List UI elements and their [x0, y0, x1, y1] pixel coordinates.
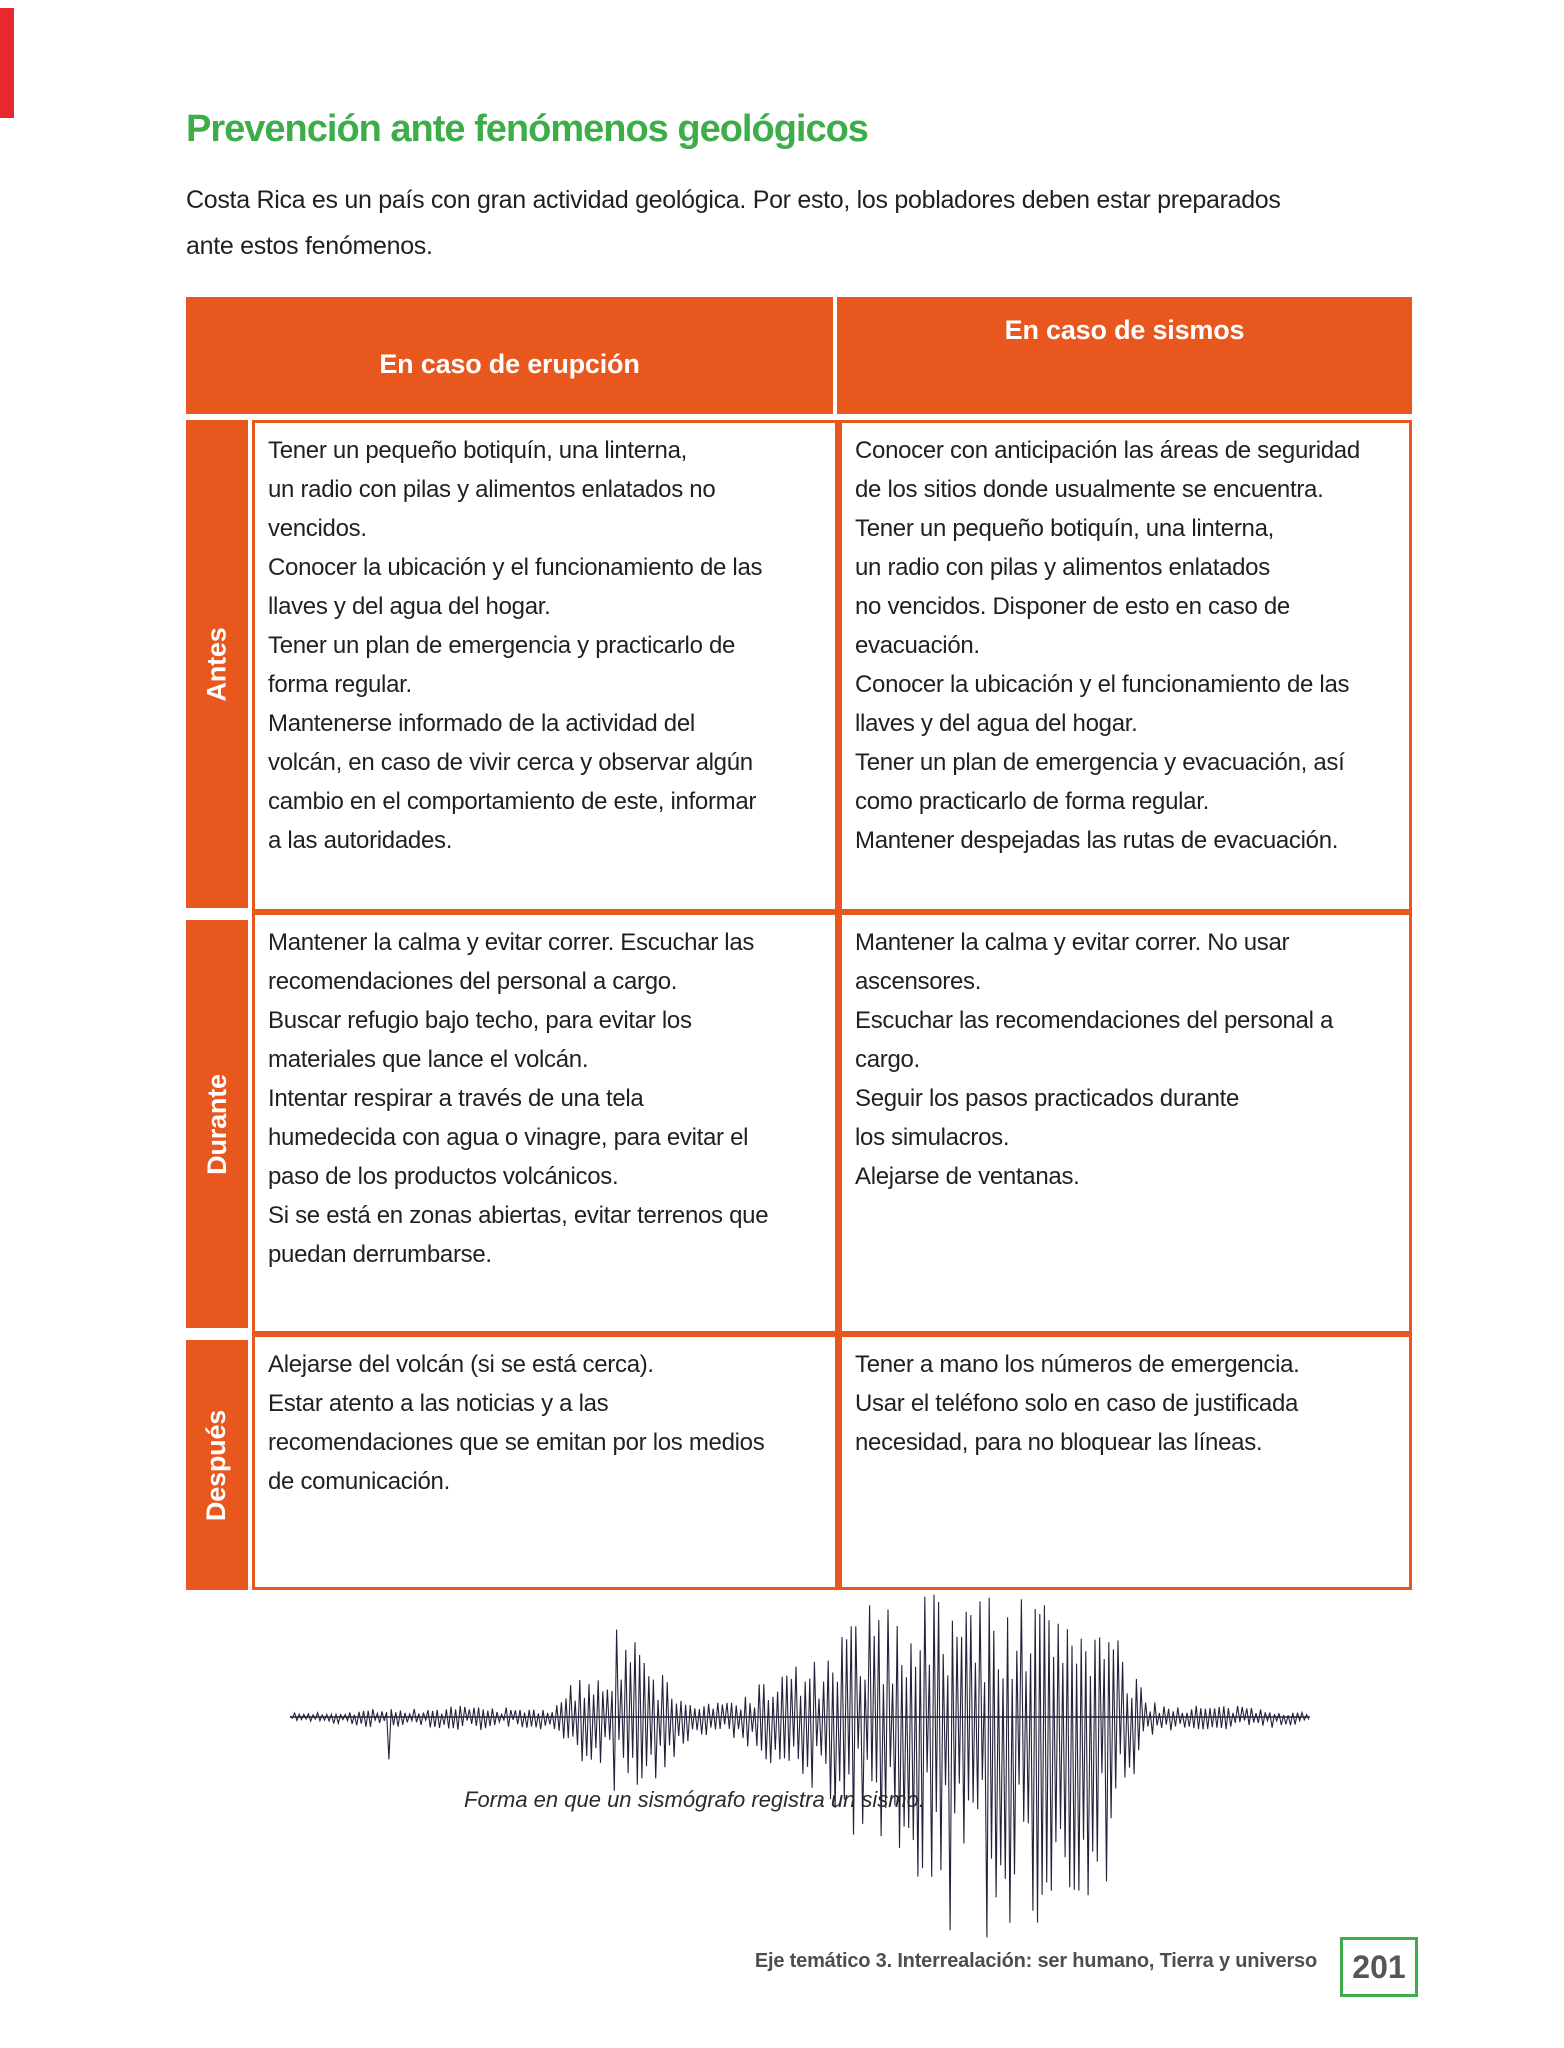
- cell-sismos-antes: [842, 423, 1409, 909]
- cell-text-line: llaves y del agua del hogar.: [855, 710, 1138, 737]
- cell-text-line: volcán, en caso de vivir cerca y observar algún: [268, 749, 753, 776]
- cell-text-line: Si se está en zonas abiertas, evitar terrenos que: [268, 1202, 769, 1229]
- cell-text-line: Tener a mano los números de emergencia.: [855, 1351, 1300, 1378]
- cell-text-line: Alejarse del volcán (si se está cerca).: [268, 1351, 654, 1378]
- cell-text-line: Mantener la calma y evitar correr. Escuchar las: [268, 929, 755, 956]
- cell-text-line: un radio con pilas y alimentos enlatados no: [268, 476, 716, 503]
- footer-theme-text: Eje temático 3. Interrealación: ser humano, Tierra y universo: [754, 1950, 1317, 1972]
- cell-text-line: de comunicación.: [268, 1468, 450, 1495]
- cell-text-line: llaves y del agua del hogar.: [268, 593, 551, 620]
- cell-text-line: cargo.: [855, 1046, 920, 1073]
- cell-text-line: Tener un pequeño botiquín, una linterna,: [268, 437, 688, 464]
- cell-text-line: Escuchar las recomendaciones del personal a: [855, 1007, 1334, 1034]
- column-header-erupcion: En caso de erupción: [379, 349, 640, 379]
- row-header-durante: [186, 920, 248, 1328]
- cell-text-line: Mantener despejadas las rutas de evacuación.: [855, 827, 1339, 854]
- cell-text-line: Estar atento a las noticias y a las: [268, 1390, 609, 1417]
- cell-text-line: un radio con pilas y alimentos enlatados: [855, 554, 1270, 581]
- cell-text-line: puedan derrumbarse.: [268, 1241, 492, 1268]
- cell-text-line: Mantener la calma y evitar correr. No usar: [855, 929, 1290, 956]
- cell-text-line: los simulacros.: [855, 1124, 1010, 1151]
- cell-erupcion-durante: [255, 915, 835, 1331]
- cell-text-line: forma regular.: [268, 671, 412, 698]
- cell-text-line: a las autoridades.: [268, 827, 453, 854]
- table-header-band: [186, 297, 1412, 414]
- row-header-antes: [186, 420, 248, 908]
- cell-text-line: Intentar respirar a través de una tela: [268, 1085, 644, 1112]
- page-edge-tab: [0, 8, 14, 118]
- cell-text-line: materiales que lance el volcán.: [268, 1046, 589, 1073]
- cell-text-line: Alejarse de ventanas.: [855, 1163, 1080, 1190]
- column-header-sismos: En caso de sismos: [1004, 315, 1245, 345]
- cell-text-line: ascensores.: [855, 968, 982, 995]
- cell-text-line: necesidad, para no bloquear las líneas.: [855, 1429, 1263, 1456]
- figure-caption: Forma en que un sismógrafo registra un sismo.: [464, 1787, 925, 1812]
- cell-text-line: como practicarlo de forma regular.: [855, 788, 1209, 815]
- intro-paragraph-line: ante estos fenómenos.: [186, 232, 433, 260]
- row-header-label: Después: [201, 1409, 232, 1521]
- cell-text-line: Conocer con anticipación las áreas de seguridad: [855, 437, 1360, 464]
- cell-text-line: Tener un plan de emergencia y evacuación, así: [855, 749, 1345, 776]
- cell-text-line: no vencidos. Disponer de esto en caso de: [855, 593, 1290, 620]
- cell-text-line: Conocer la ubicación y el funcionamiento de las: [268, 554, 763, 581]
- cell-text-line: cambio en el comportamiento de este, informar: [268, 788, 757, 815]
- seismograph-trace-image: [0, 1545, 1564, 2005]
- page-number-box: [1340, 1937, 1418, 1997]
- page-title: Prevención ante fenómenos geológicos: [186, 108, 868, 150]
- row-header-label: Durante: [201, 1073, 232, 1175]
- cell-text-line: Seguir los pasos practicados durante: [855, 1085, 1240, 1112]
- row-header-label: Antes: [201, 626, 232, 702]
- cell-text-line: Tener un pequeño botiquín, una linterna,: [855, 515, 1275, 542]
- cell-sismos-durante: [842, 915, 1409, 1331]
- cell-text-line: paso de los productos volcánicos.: [268, 1163, 619, 1190]
- intro-paragraph-line: Costa Rica es un país con gran actividad geológica. Por esto, los pobladores deben estar preparados: [186, 186, 1281, 214]
- cell-text-line: recomendaciones del personal a cargo.: [268, 968, 678, 995]
- cell-text-line: Mantenerse informado de la actividad del: [268, 710, 695, 737]
- page-number: 201: [1352, 1948, 1406, 1985]
- cell-text-line: Conocer la ubicación y el funcionamiento de las: [855, 671, 1350, 698]
- cell-text-line: Usar el teléfono solo en caso de justificada: [855, 1390, 1299, 1417]
- cell-text-line: Tener un plan de emergencia y practicarlo de: [268, 632, 736, 659]
- prevention-table-body: [252, 420, 1412, 1590]
- cell-text-line: vencidos.: [268, 515, 367, 542]
- cell-text-line: recomendaciones que se emitan por los medios: [268, 1429, 765, 1456]
- cell-text-line: evacuación.: [855, 632, 980, 659]
- cell-text-line: de los sitios donde usualmente se encuentra.: [855, 476, 1324, 503]
- cell-text-line: Buscar refugio bajo techo, para evitar los: [268, 1007, 692, 1034]
- cell-text-line: humedecida con agua o vinagre, para evitar el: [268, 1124, 749, 1151]
- cell-erupcion-antes: [255, 423, 835, 909]
